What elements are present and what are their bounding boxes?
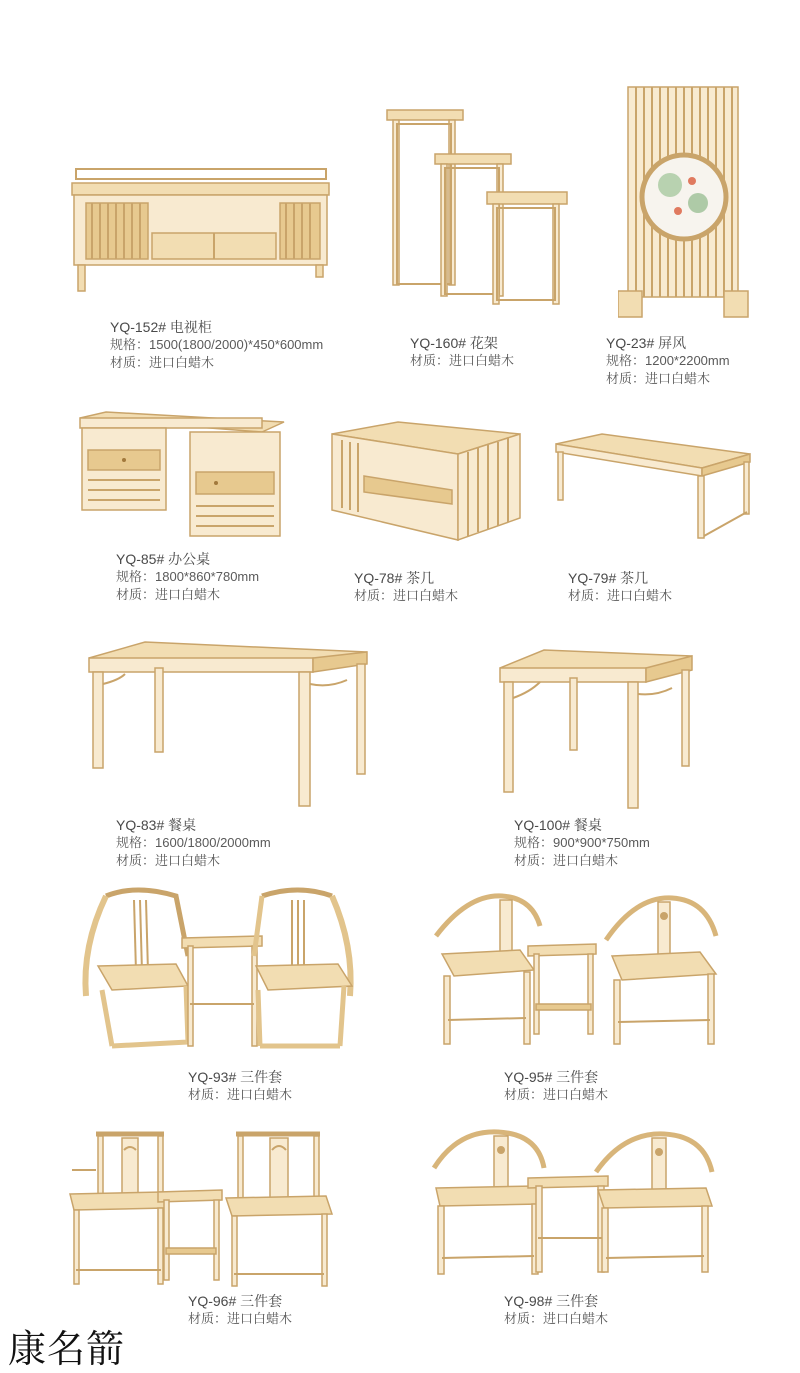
product-model: YQ-79# 茶几 <box>568 570 649 586</box>
product-spec: 规格：1600/1800/2000mm <box>116 835 271 850</box>
product-material: 材质：进口白蜡木 <box>568 588 673 603</box>
product-spec: 规格：1800*860*780mm <box>116 569 260 584</box>
product-material: 材质：进口白蜡木 <box>116 587 221 602</box>
product-model: YQ-23# 屏风 <box>606 335 687 351</box>
product-material: 材质：进口白蜡木 <box>504 1087 609 1102</box>
coffee-table-icon <box>328 420 523 545</box>
product-spec: 规格：1500(1800/2000)*450*600mm <box>110 337 324 352</box>
product-model: YQ-152# 电视柜 <box>110 319 212 335</box>
product-model: YQ-98# 三件套 <box>504 1293 599 1309</box>
product-model: YQ-83# 餐桌 <box>116 817 197 833</box>
product-material: 材质：进口白蜡木 <box>606 371 711 386</box>
product-material: 材质：进口白蜡木 <box>504 1311 609 1326</box>
product-model: YQ-160# 花架 <box>410 335 498 351</box>
product-material: 材质：进口白蜡木 <box>354 588 459 603</box>
chair-set-icon <box>76 886 358 1054</box>
product-material: 材质：进口白蜡木 <box>188 1087 293 1102</box>
flower-stand-icon <box>383 108 573 308</box>
tv-cabinet-icon <box>68 165 333 295</box>
product-model: YQ-93# 三件套 <box>188 1069 283 1085</box>
folding-screen-icon <box>618 85 750 320</box>
product-spec: 规格：1200*2200mm <box>606 353 730 368</box>
round-back-chair-set-icon <box>428 1128 720 1278</box>
armchair-set-icon <box>428 890 722 1052</box>
product-material: 材质：进口白蜡木 <box>110 355 215 370</box>
product-model: YQ-100# 餐桌 <box>514 817 602 833</box>
product-spec: 规格：900*900*750mm <box>514 835 650 850</box>
product-material: 材质：进口白蜡木 <box>116 853 221 868</box>
official-hat-chair-set-icon <box>66 1130 336 1288</box>
dining-table-icon <box>85 640 370 812</box>
product-model: YQ-78# 茶几 <box>354 570 435 586</box>
product-material: 材质：进口白蜡木 <box>188 1311 293 1326</box>
brand-logo-text: 康名箭 <box>8 1327 126 1371</box>
product-model: YQ-95# 三件套 <box>504 1069 599 1085</box>
square-dining-table-icon <box>496 648 696 812</box>
product-model: YQ-96# 三件套 <box>188 1293 283 1309</box>
product-material: 材质：进口白蜡木 <box>410 353 515 368</box>
product-model: YQ-85# 办公桌 <box>116 551 211 567</box>
low-table-icon <box>552 432 752 542</box>
office-desk-icon <box>76 410 288 540</box>
product-material: 材质：进口白蜡木 <box>514 853 619 868</box>
